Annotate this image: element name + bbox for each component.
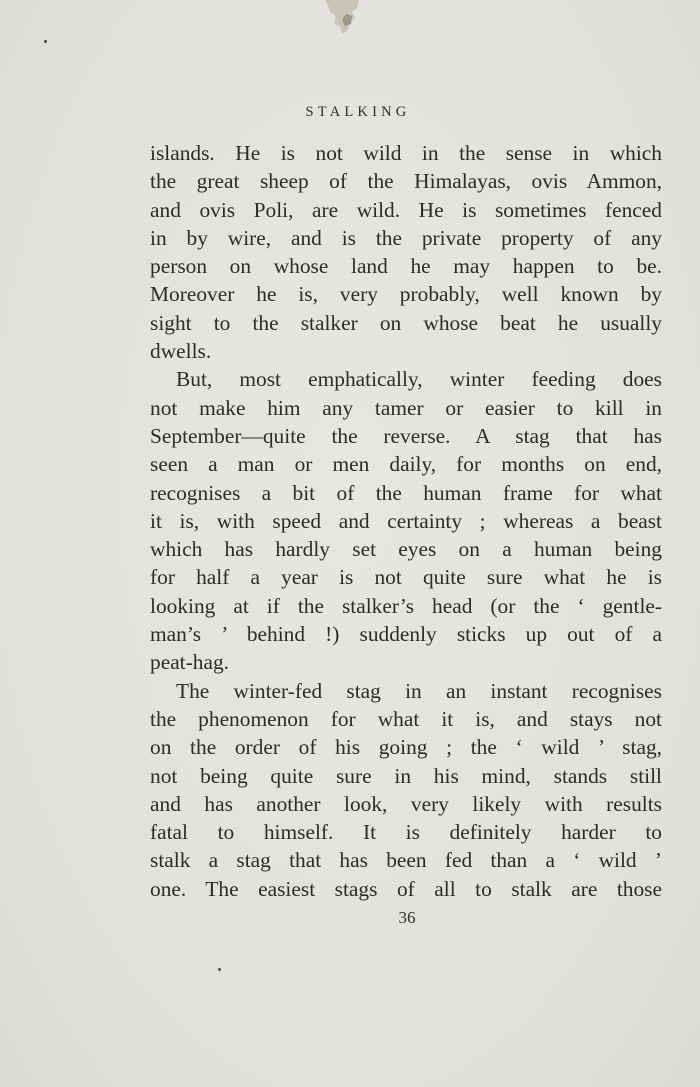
text-line: peat-hag. <box>150 650 229 675</box>
body-text <box>150 139 662 903</box>
text-line: But, most emphatically, winter feeding does <box>176 367 662 392</box>
text-line: and has another look, very likely with results <box>150 791 662 816</box>
text-line: fatal to himself. It is definitely harder to <box>150 820 662 845</box>
text-line: not being quite sure in his mind, stands still <box>150 763 662 788</box>
ink-speck <box>218 968 221 971</box>
text-line: one. The easiest stags of all to stalk are those <box>150 876 662 901</box>
text-line: in by wire, and is the private property of any <box>150 225 662 250</box>
page-tear-mark <box>322 0 362 34</box>
text-line: for half a year is not quite sure what he is <box>150 565 662 590</box>
text-line: recognises a bit of the human frame for what <box>150 480 662 505</box>
text-line: islands. He is not wild in the sense in which <box>150 141 662 165</box>
text-line: the phenomenon for what it is, and stays not <box>150 706 662 731</box>
text-line: person on whose land he may happen to be. <box>150 254 662 279</box>
text-line: Moreover he is, very probably, well known by <box>150 282 662 307</box>
text-line: it is, with speed and certainty ; whereas a beast <box>150 508 662 533</box>
page-number: 36 <box>398 908 416 927</box>
text-line: seen a man or men daily, for months on end, <box>150 452 662 477</box>
text-line: and ovis Poli, are wild. He is sometimes fenced <box>150 197 662 222</box>
text-line: which has hardly set eyes on a human being <box>150 537 662 562</box>
text-line: stalk a stag that has been fed than a ‘ wild ’ <box>150 848 662 873</box>
text-line: sight to the stalker on whose beat he usually <box>150 310 662 335</box>
text-line: the great sheep of the Himalayas, ovis Ammon, <box>150 169 662 194</box>
running-head: STALKING <box>305 104 411 120</box>
ink-speck <box>44 40 47 43</box>
text-line: September—quite the reverse. A stag that has <box>150 423 662 448</box>
text-line: The winter-fed stag in an instant recognises <box>176 678 662 703</box>
text-line: looking at if the stalker’s head (or the ‘ gentle- <box>150 593 662 618</box>
text-line: on the order of his going ; the ‘ wild ’ stag, <box>150 735 662 760</box>
text-line: not make him any tamer or easier to kill in <box>150 395 662 420</box>
text-line: dwells. <box>150 339 212 364</box>
text-line: man’s ’ behind !) suddenly sticks up out of a <box>150 622 662 647</box>
